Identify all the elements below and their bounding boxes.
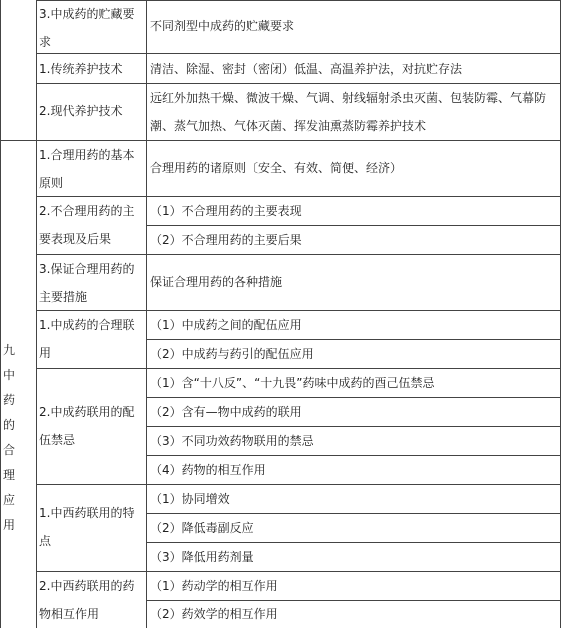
content-cell: 远红外加热干燥、微波干燥、气调、射线辐射杀虫灭菌、包装防霉、气幕防潮、蒸气加热、气体灭菌、挥发油熏蒸防霉养护技术 bbox=[150, 91, 547, 133]
topic-cell: 1.中西药联用的特点 bbox=[39, 506, 135, 548]
content-cell: （3）不同功效药物联用的禁忌 bbox=[150, 434, 314, 448]
content-cell: （2）降低毒副反应 bbox=[150, 521, 254, 535]
topic-cell: 2.不合理用药的主要表现及后果 bbox=[39, 204, 135, 246]
content-cell: 保证合理用药的各种措施 bbox=[150, 275, 283, 289]
content-cell: （4）药物的相互作用 bbox=[150, 463, 266, 477]
topic-cell: 3.中成药的贮藏要求 bbox=[39, 7, 135, 49]
content-cell: 合理用药的诸原则〔安全、有效、简便、经济） bbox=[150, 161, 403, 175]
content-cell: 不同剂型中成药的贮藏要求 bbox=[150, 19, 295, 33]
content-cell: （2）含有—物中成药的联用 bbox=[150, 405, 302, 419]
content-cell: （2）中成药与药引的配伍应用 bbox=[150, 347, 314, 361]
section-title: 九中药的合理应用 bbox=[2, 343, 15, 532]
topic-cell: 1.中成药的合理联用 bbox=[39, 318, 135, 360]
topic-cell: 1.合理用药的基本原则 bbox=[39, 148, 135, 190]
topic-cell: 2.中西药联用的药物相互作用 bbox=[39, 579, 135, 621]
topic-cell: 1.传统养护技术 bbox=[39, 62, 123, 76]
content-cell: （1）含“十八反”、“十九畏”药味中成药的酉己伍禁忌 bbox=[150, 376, 435, 390]
content-cell: （1）协同增效 bbox=[150, 492, 230, 506]
content-cell: 清洁、除湿、密封（密闭）低温、高温养护法，对抗贮存法 bbox=[150, 62, 463, 76]
content-cell: （1）药动学的相互作用 bbox=[150, 579, 278, 593]
content-cell: （1）不合理用药的主要表现 bbox=[150, 204, 302, 218]
content-cell: （3）降低用药剂量 bbox=[150, 550, 254, 564]
topic-cell: 2.中成药联用的配伍禁忌 bbox=[39, 405, 135, 447]
topic-cell: 3.保证合理用药的主要措施 bbox=[39, 262, 135, 304]
topic-cell: 2.现代养护技术 bbox=[39, 104, 123, 118]
content-cell: （1）中成药之间的配伍应用 bbox=[150, 318, 302, 332]
content-cell: （2）药效学的相互作用 bbox=[150, 607, 278, 621]
content-cell: （2）不合理用药的主要后果 bbox=[150, 233, 302, 247]
